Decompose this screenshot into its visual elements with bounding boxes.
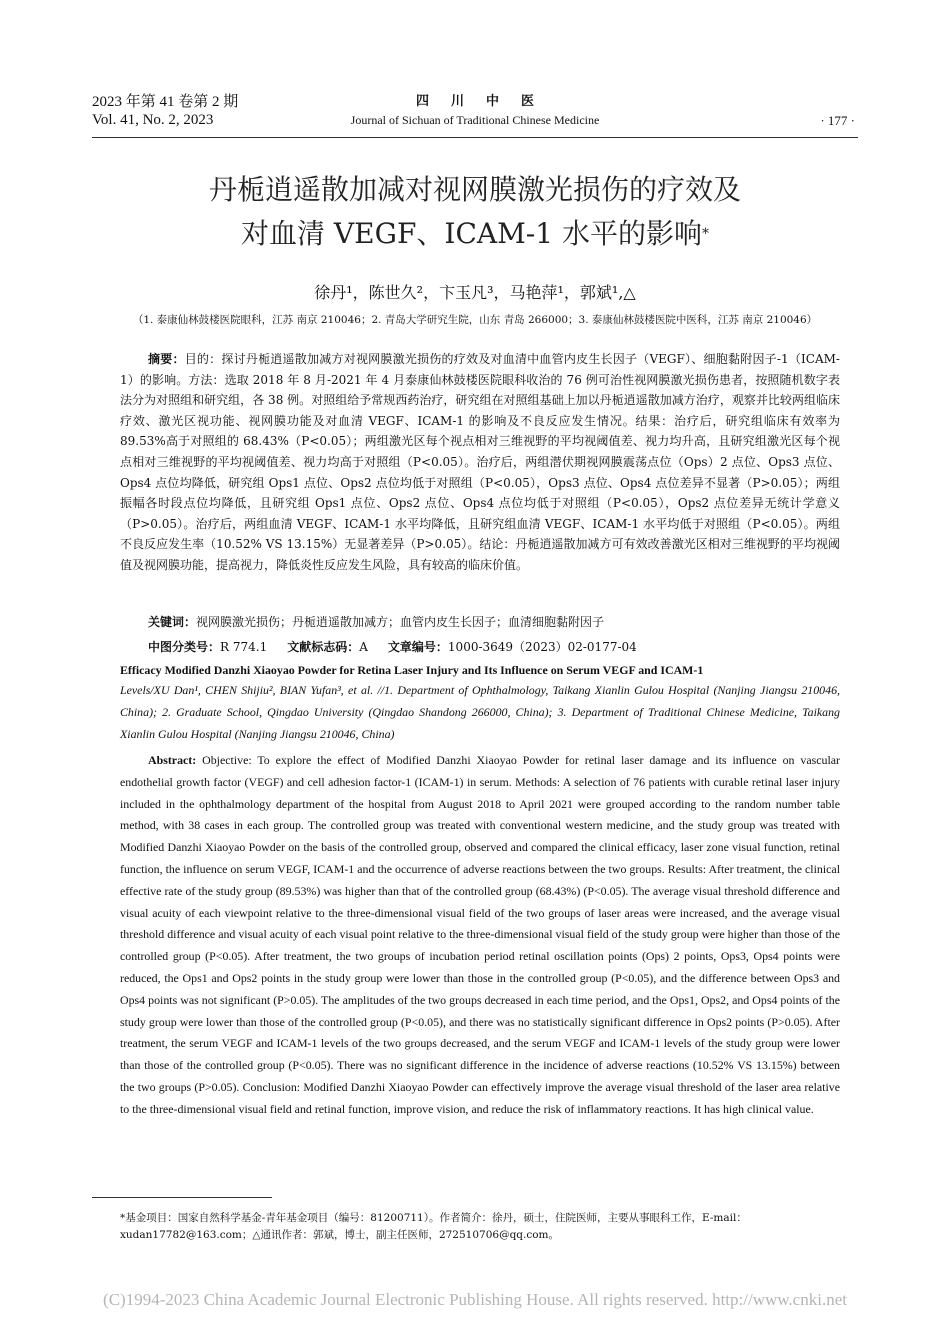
abstract-en xyxy=(120,750,840,1121)
article-number-value: 1000-3649（2023）02-0177-04 xyxy=(447,640,637,654)
abstract-cn-label: 摘要： xyxy=(148,352,185,366)
abstract-en-label: Abstract: xyxy=(148,753,197,767)
issue-en: Vol. 41, No. 2, 2023 xyxy=(92,112,214,128)
article-title xyxy=(80,168,870,256)
doc-code-label: 文献标志码： xyxy=(287,640,360,654)
footnote: *基金项目：国家自然科学基金-青年基金项目（编号：81200711）。作者简介：徐丹，硕士，住院医师，主要从事眼科工作，E-mail：xudan17782@163.com；△通讯作者：郭斌，博士，副主任医师，272510706@qq.com。 xyxy=(120,1212,747,1241)
journal-name-en: Journal of Sichuan of Traditional Chinese Medicine xyxy=(350,113,600,127)
affiliations: （1. 泰康仙林鼓楼医院眼科，江苏 南京 210046；2. 青岛大学研究生院，山东 青岛 266000；3. 泰康仙林鼓楼医院中医科，江苏 南京 210046） xyxy=(132,314,818,326)
abstract-cn xyxy=(120,349,840,576)
classification-line xyxy=(120,637,840,658)
abstract-en-text: Objective: To explore the effect of Modified Danzhi Xiaoyao Powder for retinal laser damage and its influence on vascular endothelial growth factor (VEGF) and cell adhesion factor-1 (ICAM-1) in serum. Methods: A selection of 76 patients with curable retinal laser injury included in the ophthalmology department of the hospital from August 2018 to April 2021 were grouped according to the random number table method, with 38 cases in each group. The controlled group was treated with conventional western medicine, and the study group was treated with Modified Danzhi Xiaoyao Powder on the basis of the controlled group, observed and compared the clinical efficacy, laser zone visual function, retinal function, the influence on serum VEGF, ICAM-1 and the occurrence of adverse reactions between the two groups. Results: After treatment, the clinical effective rate of the study group (89.53%) was higher than that of the controlled group (68.43%) (P<0.05). The average visual threshold difference and visual acuity of each viewpoint relative to the three-dimensional visual field of the two groups of laser areas were increased, and the average visual threshold difference and visual acuity of each visual point relative to the three-dimensional visual field of the study group were higher than those of the controlled group (P<0.05). After treatment, the two groups of incubation period retinal oscillation points (Ops) 2 points, Ops3, Ops4 points were reduced, the Ops1 and Ops2 points in the study group were lower than those in the controlled group (P<0.05), and the difference between Ops3 and Ops4 points was not significant (P>0.05). The amplitudes of the two groups decreased in each time period, and the Ops1, Ops2, and Ops4 points of the study group were lower than those of the controlled group (P<0.05), and there was no statistically significant difference in Ops2 points (P>0.05). After treatment, the serum VEGF and ICAM-1 levels of the two groups decreased, and the serum VEGF and ICAM-1 levels of the study group were lower than those of the controlled group (P<0.05). There was no significant difference in the incidence of adverse reactions (10.52% VS 13.15%) between the two groups (P>0.05). Conclusion: Modified Danzhi Xiaoyao Powder can effectively improve the average visual threshold of the laser area relative to the three-dimensional visual field and retinal function, improve vision, and reduce the risk of inflammatory reactions. It has high clinical value. xyxy=(120,753,840,1116)
keywords xyxy=(120,612,840,633)
footnote-rule xyxy=(92,1197,272,1198)
header-rule xyxy=(92,137,858,138)
authors: 徐丹¹，陈世久²，卞玉凡³，马艳萍¹，郭斌¹,△ xyxy=(314,283,636,302)
keywords-label: 关键词： xyxy=(148,615,197,629)
clc-value: R 774.1 xyxy=(220,640,268,654)
keywords-text: 视网膜激光损伤；丹栀逍遥散加减方；血管内皮生长因子；血清细胞黏附因子 xyxy=(196,615,605,629)
abstract-cn-text: 目的：探讨丹栀逍遥散加减方对视网膜激光损伤的疗效及对血清中血管内皮生长因子（VEGF）、细胞黏附因子-1（ICAM-1）的影响。方法：选取 2018 年 8 月-2021 年 4 月泰康仙林鼓楼医院眼科收治的 76 例可治性视网膜激光损伤患者，按照随机数字表法分为对照组和研究组，各 38 例。对照组给予常规西药治疗，研究组在对照组基础上加以丹栀逍遥散加减方治疗，观察并比较两组临床疗效、激光区视功能、视网膜功能及对血清 VEGF、ICAM-1 的影响及不良反应发生情况。结果：治疗后，研究组临床有效率为 89.53%高于对照组的 68.43%（P<0.05）；两组激光区每个视点相对三维视野的平均视阈值差、视力均升高，且研究组激光区每个视点相对三维视野的平均视阈值差、视力均高于对照组（P<0.05）。治疗后，两组潜伏期视网膜震荡点位（Ops）2 点位、Ops3 点位、Ops4 点位均降低，研究组 Ops1 点位、Ops2 点位均低于对照组（P<0.05），Ops3 点位、Ops4 点位差异不显著（P>0.05）；两组振幅各时段点位均降低，且研究组 Ops1 点位、Ops2 点位、Ops4 点位均低于对照组（P<0.05），Ops2 点位差异无统计学意义（P>0.05）。治疗后，两组血清 VEGF、ICAM-1 水平均降低，且研究组血清 VEGF、ICAM-1 水平均低于对照组（P<0.05）。两组不良反应发生率（10.52% VS 13.15%）无显著差异（P>0.05）。结论：丹栀逍遥散加减方可有效改善激光区相对三维视野的平均视阈值及视网膜功能，提高视力，降低炎性反应发生风险，具有较高的临床价值。 xyxy=(120,352,840,572)
issue-cn: 2023 年第 41 卷第 2 期 xyxy=(92,94,239,110)
journal-name xyxy=(330,93,620,129)
english-authors-affiliations: Levels/XU Dan¹, CHEN Shijiu², BIAN Yufan³, et al. //1. Department of Ophthalmology, Taikang Xianlin Gulou Hospital (Nanjing Jiangsu 210046, China); 2. Graduate School, Qingdao University (Qingdao Shandong 266000, China); 3. Department of Traditional Chinese Medicine, Taikang Xianlin Gulou Hospital (Nanjing Jiangsu 210046, China) xyxy=(120,683,840,741)
issue-info xyxy=(92,93,238,129)
english-title: Efficacy Modified Danzhi Xiaoyao Powder for Retina Laser Injury and Its Influence on Serum VEGF and ICAM-1 xyxy=(120,663,704,677)
page-number: · 177 · xyxy=(820,113,855,128)
article-number-label: 文章编号： xyxy=(387,640,448,654)
title-footnote-mark: * xyxy=(701,226,709,242)
doc-code-value: A xyxy=(359,640,368,654)
page-header xyxy=(0,93,950,133)
clc-label: 中图分类号： xyxy=(148,640,221,654)
journal-name-cn: 四川中医 xyxy=(415,94,556,109)
copyright-watermark: (C)1994-2023 China Academic Journal Electronic Publishing House. All rights reserved. http://www.cnki.net xyxy=(103,1290,847,1309)
title-line-1: 丹栀逍遥散加减对视网膜激光损伤的疗效及 xyxy=(208,173,741,206)
title-line-2: 对血清 VEGF、ICAM-1 水平的影响* xyxy=(241,217,709,250)
